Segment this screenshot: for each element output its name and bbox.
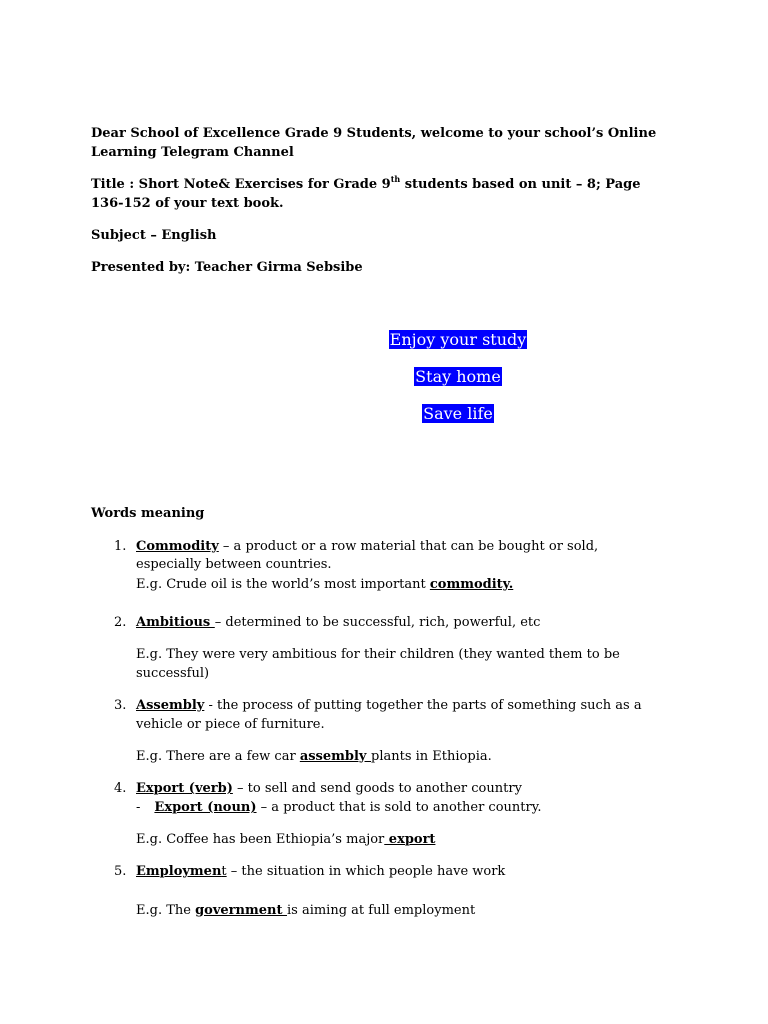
term-assembly: Assembly	[136, 698, 205, 713]
list-item-3-example: E.g. There are a few car assembly plants in Ethiopia.	[136, 749, 492, 764]
list-item-4-def: Export (verb) – to sell and send goods to another country	[136, 781, 522, 796]
list-item-4-example: E.g. Coffee has been Ethiopia’s major export	[136, 832, 436, 847]
term-ambitious: Ambitious	[136, 615, 215, 630]
list-item-1-def-cont: especially between countries.	[136, 557, 332, 572]
title-line-2: 136-152 of your text book.	[91, 196, 284, 211]
list-item-1-number: 1.	[114, 539, 127, 554]
list-item-5-example: E.g. The government is aiming at full employment	[136, 903, 476, 918]
section-heading: Words meaning	[91, 506, 205, 521]
term-export-noun: Export (noun)	[154, 800, 257, 815]
title-prefix: Title : Short Note& Exercises for Grade 9	[91, 177, 391, 192]
list-item-1-example: E.g. Crude oil is the world’s most important commodity.	[136, 577, 514, 592]
list-item-3-def-cont: vehicle or piece of furniture.	[136, 717, 325, 732]
greeting-line-1: Dear School of Excellence Grade 9 Students, welcome to your school’s Online	[91, 126, 657, 141]
list-item-5-def: Employment – the situation in which people have work	[136, 864, 506, 879]
list-item-4-number: 4.	[114, 781, 127, 796]
list-item-4-subdef: - Export (noun) – a product that is sold to another country.	[136, 800, 542, 815]
list-item-5-number: 5.	[114, 864, 127, 879]
subject-line: Subject – English	[91, 228, 217, 243]
slogan-save-life: Save life	[423, 404, 493, 423]
title-superscript: th	[390, 174, 401, 184]
list-item-1-def: Commodity – a product or a row material that can be bought or sold,	[136, 539, 599, 554]
list-item-3-def: Assembly - the process of putting together the parts of something such as a	[136, 698, 642, 713]
greeting-line-2: Learning Telegram Channel	[91, 145, 294, 160]
slogan-stay-home: Stay home	[415, 367, 501, 386]
list-item-2-number: 2.	[114, 615, 127, 630]
term-commodity: Commodity	[136, 539, 219, 554]
presenter-line: Presented by: Teacher Girma Sebsibe	[91, 260, 363, 275]
list-item-2-example-cont: successful)	[136, 666, 210, 681]
list-item-3-number: 3.	[114, 698, 127, 713]
title-suffix: students based on unit – 8; Page	[400, 177, 641, 192]
list-item-2-def: Ambitious – determined to be successful, rich, powerful, etc	[136, 615, 541, 630]
term-employment: Employmen	[136, 864, 222, 879]
slogan-enjoy: Enjoy your study	[389, 330, 527, 349]
list-item-2-example: E.g. They were very ambitious for their children (they wanted them to be	[136, 647, 620, 662]
term-export-verb: Export (verb)	[136, 781, 233, 796]
title-line-1	[91, 175, 641, 194]
